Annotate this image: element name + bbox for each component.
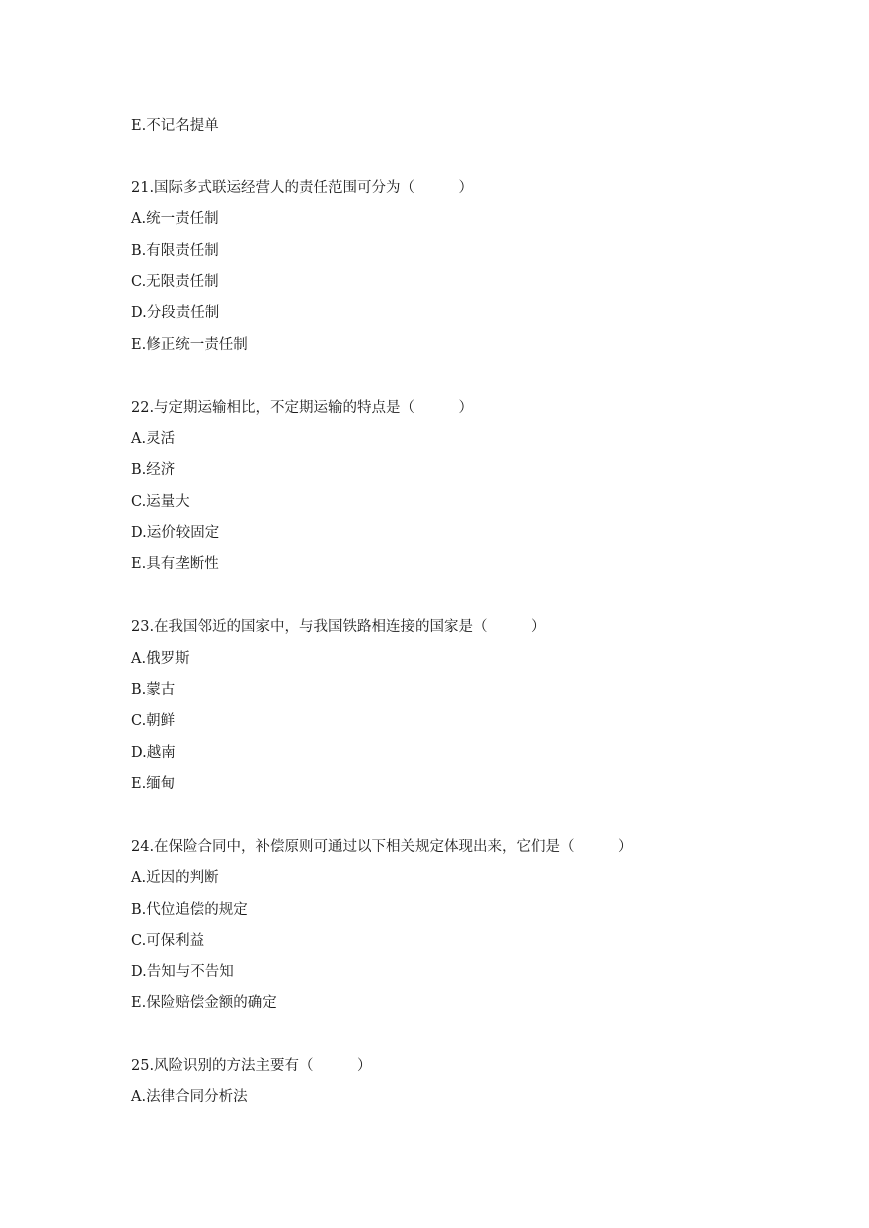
option-line: C.无限责任制 — [131, 274, 219, 290]
option-line: E.缅甸 — [131, 776, 176, 792]
question-line: 25.风险识别的方法主要有（ ） — [131, 1058, 372, 1074]
option-line: E.保险赔偿金额的确定 — [131, 995, 277, 1011]
option-line: C.可保利益 — [131, 933, 205, 949]
question-line: 22.与定期运输相比，不定期运输的特点是（ ） — [131, 400, 474, 416]
option-line: C.运量大 — [131, 494, 190, 510]
option-line: B.经济 — [131, 462, 176, 478]
option-line: B.蒙古 — [131, 682, 176, 698]
question-line: 24.在保险合同中，补偿原则可通过以下相关规定体现出来，它们是（ ） — [131, 839, 633, 855]
option-line: A.统一责任制 — [131, 211, 219, 227]
option-line: D.运价较固定 — [131, 525, 220, 541]
question-line: 21.国际多式联运经营人的责任范围可分为（ ） — [131, 180, 474, 196]
option-line: E.具有垄断性 — [131, 556, 219, 572]
option-line: C.朝鲜 — [131, 713, 176, 729]
option-line: B.代位追偿的规定 — [131, 902, 248, 918]
option-line: B.有限责任制 — [131, 243, 219, 259]
option-line: D.分段责任制 — [131, 305, 220, 321]
option-line: D.越南 — [131, 745, 176, 761]
option-line: E.修正统一责任制 — [131, 337, 248, 353]
option-line: A.俄罗斯 — [131, 651, 190, 667]
question-line: 23.在我国邻近的国家中，与我国铁路相连接的国家是（ ） — [131, 619, 546, 635]
option-line: D.告知与不告知 — [131, 964, 234, 980]
option-line: A.近因的判断 — [131, 870, 219, 886]
option-line: E.不记名提单 — [131, 118, 219, 134]
option-line: A.法律合同分析法 — [131, 1089, 248, 1105]
option-line: A.灵活 — [131, 431, 176, 447]
